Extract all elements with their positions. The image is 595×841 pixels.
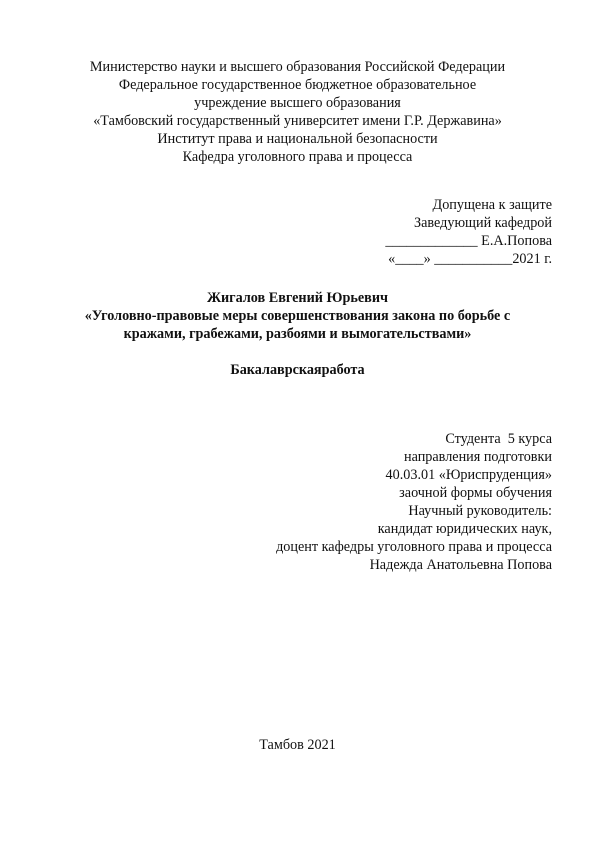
supervisor-position: доцент кафедры уголовного права и процесса [276,539,552,555]
thesis-topic-line-1: «Уголовно-правовые меры совершенствования закона по борьбе с [84,308,511,324]
approval-status: Допущена к защите [432,197,552,213]
study-form: заочной формы обучения [399,485,552,501]
training-direction-label: направления подготовки [404,449,552,465]
supervisor-degree: кандидат юридических наук, [377,521,552,537]
student-course: Студента 5 курса [445,431,552,447]
supervisor-name: Надежда Анатольевна Попова [369,557,552,573]
author-name: Жигалов Евгений Юрьевич [206,290,389,306]
work-type: Бакалаврскаяработа [230,362,365,378]
institution-type-line: Федеральное государственное бюджетное образовательное [118,77,477,93]
ministry-line: Министерство науки и высшего образования Российской Федерации [89,59,506,75]
department-name: Кафедра уголовного права и процесса [182,149,413,165]
supervisor-label: Научный руководитель: [408,503,552,519]
university-name: «Тамбовский государственный университет имени Г.Р. Державина» [93,113,502,129]
city-year: Тамбов 2021 [259,737,336,753]
approval-signature-line: _____________ Е.А.Попова [385,233,552,249]
approval-date-line: «____» ___________2021 г. [388,251,552,267]
institution-type-line-2: учреждение высшего образования [194,95,401,111]
training-direction-code: 40.03.01 «Юриспруденция» [385,467,552,483]
approval-head-title: Заведующий кафедрой [414,215,552,231]
thesis-topic-line-2: кражами, грабежами, разбоями и вымогательствами» [123,326,472,342]
institute-name: Институт права и национальной безопасности [157,131,438,147]
